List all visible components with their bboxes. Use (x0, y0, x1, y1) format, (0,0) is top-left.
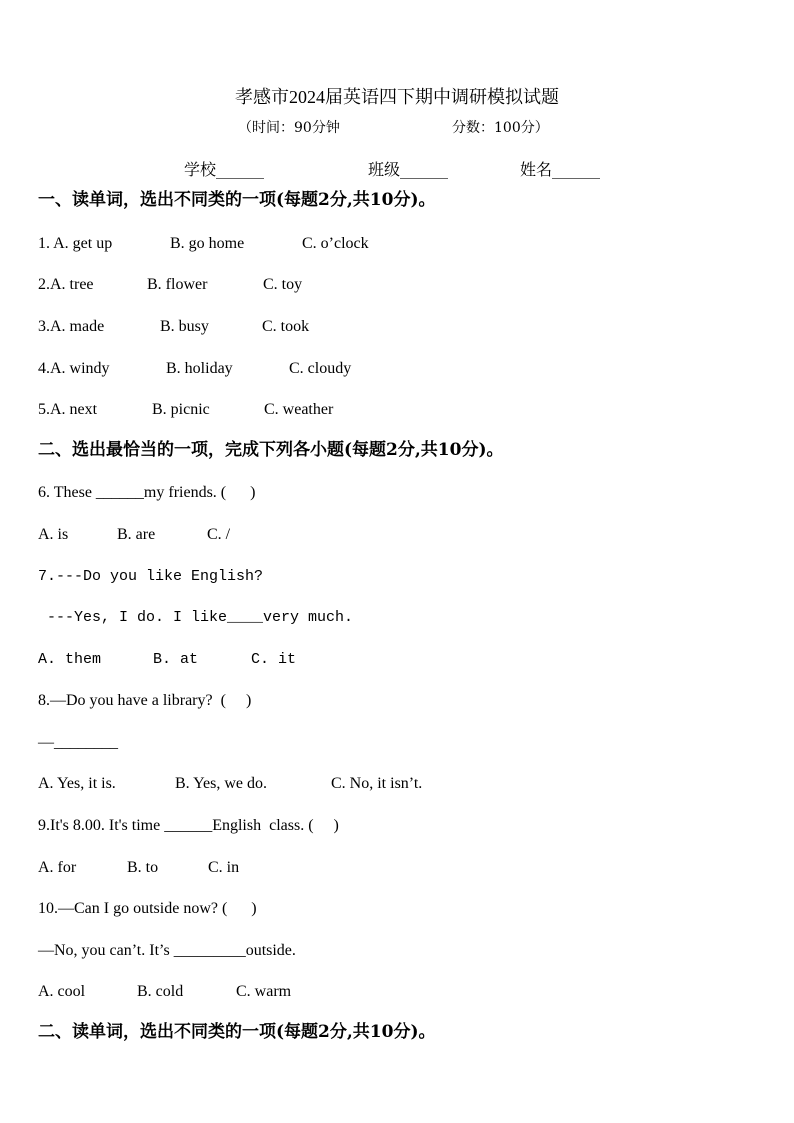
q6-option-a: A. is (38, 526, 69, 543)
q9-option-a: A. for (38, 859, 77, 876)
q10-option-a: A. cool (38, 983, 86, 1000)
q5-option-b: B. picnic (152, 401, 210, 418)
q6-option-b: B. are (117, 526, 156, 543)
q4-option-b: B. holiday (166, 360, 233, 377)
q9-option-b: B. to (127, 859, 159, 876)
q10-option-c: C. warm (236, 983, 292, 1000)
q7-stem-question: 7.---Do you like English? (38, 568, 264, 585)
section2-heading: 二、选出最恰当的一项，完成下列各小题(每题2分,共10分)。 (38, 440, 504, 460)
q7-option-a: A. them (38, 651, 102, 668)
q7-stem-answer: ---Yes, I do. I like____very much. (38, 609, 354, 626)
q4-option-c: C. cloudy (289, 360, 352, 377)
q8-stem-question: 8.—Do you have a library? ( ) (38, 692, 252, 709)
section1-heading: 一、读单词，选出不同类的一项(每题2分,共10分)。 (38, 190, 436, 210)
q2-option-b: B. flower (147, 276, 208, 293)
q5-option-c: C. weather (264, 401, 334, 418)
q7-option-b: B. at (153, 651, 199, 668)
school-field: 学校______ (184, 160, 265, 179)
exam-title: 孝感市2024届英语四下期中调研模拟试题 (235, 87, 559, 107)
exam-time: （时间：90分钟 (238, 120, 340, 136)
q7-option-c: C. it (251, 651, 297, 668)
q9-option-c: C. in (208, 859, 240, 876)
q8-option-a: A. Yes, it is. (38, 775, 116, 792)
class-field: 班级______ (368, 160, 449, 179)
q10-stem-question: 10.—Can I go outside now? ( ) (38, 900, 257, 917)
q2-option-c: C. toy (263, 276, 303, 293)
q2-option-a: 2.A. tree (38, 276, 94, 293)
q8-stem-answer: —________ (38, 734, 118, 751)
q5-option-a: 5.A. next (38, 401, 98, 418)
q10-stem-answer: —No, you can’t. It’s _________outside. (38, 942, 296, 959)
q3-option-b: B. busy (160, 318, 209, 335)
q1-option-a: 1. A. get up (38, 235, 113, 252)
q3-option-a: 3.A. made (38, 318, 105, 335)
q3-option-c: C. took (262, 318, 310, 335)
q8-option-b: B. Yes, we do. (175, 775, 268, 792)
q1-option-b: B. go home (170, 235, 245, 252)
exam-score: 分数：100分） (452, 120, 549, 136)
q10-option-b: B. cold (137, 983, 184, 1000)
q9-stem: 9.It's 8.00. It's time ______English class. ( ) (38, 817, 339, 834)
q6-stem: 6. These ______my friends. ( ) (38, 484, 256, 501)
q4-option-a: 4.A. windy (38, 360, 110, 377)
section3-heading: 二、读单词，选出不同类的一项(每题2分,共10分)。 (38, 1022, 436, 1042)
q1-option-c: C. o’clock (302, 235, 369, 252)
name-field: 姓名______ (520, 160, 601, 179)
q6-option-c: C. / (207, 526, 231, 543)
q8-option-c: C. No, it isn’t. (331, 775, 423, 792)
